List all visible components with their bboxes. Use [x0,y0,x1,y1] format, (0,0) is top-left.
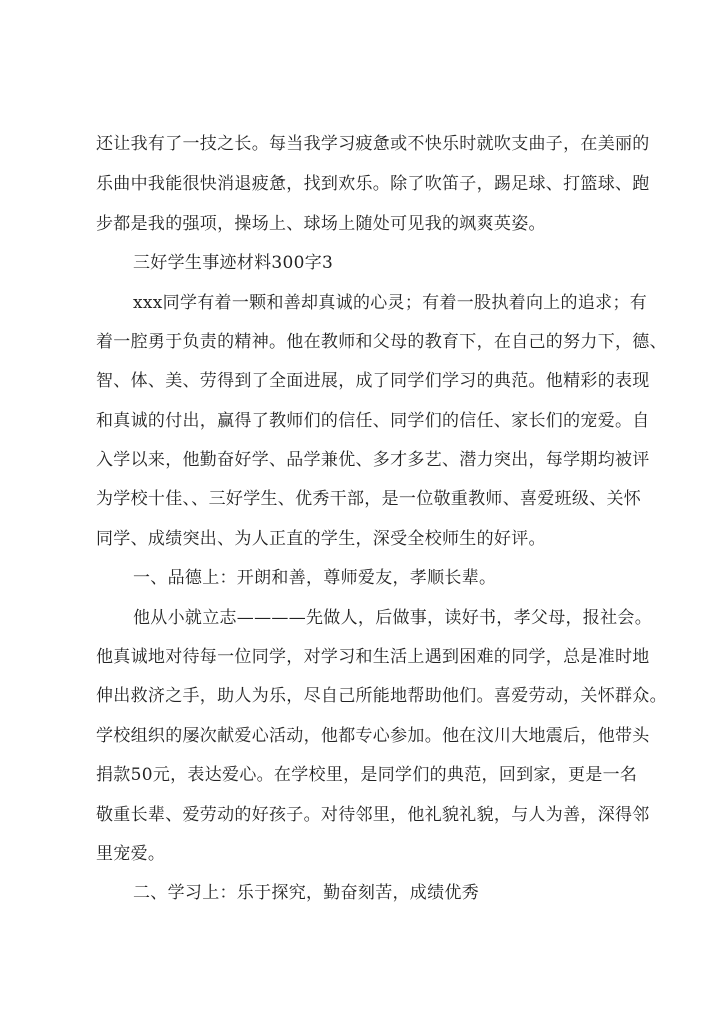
text-line: 步都是我的强项，操场上、球场上随处可见我的飒爽英姿。 [96,214,546,234]
text-line: 他真诚地对待每一位同学，对学习和生活上遇到困难的同学，总是准时地 [96,647,650,667]
text-line: 捐款50元，表达爱心。在学校里，是同学们的典范，回到家，更是一名 [96,765,638,785]
text-line: 入学以来，他勤奋好学、品学兼优、多才多艺、潜力突出，每学期均被评 [96,450,650,470]
text-line: 同学、成绩突出、为人正直的学生，深受全校师生的好评。 [96,529,546,549]
text-line: 智、体、美、劳得到了全面进展，成了同学们学习的典范。他精彩的表现 [96,371,650,391]
text-line: 为学校十佳、、三好学生、优秀干部，是一位敬重教师、喜爱班级、关怀 [96,489,642,509]
text-line: 还让我有了一技之长。每当我学习疲惫或不快乐时就吹支曲子，在美丽的 [96,134,650,154]
text-line: 着一腔勇于负责的精神。他在教师和父母的教育下，在自己的努力下，德、 [96,332,667,352]
text-line: 学校组织的屡次献爱心活动，他都专心参加。他在汶川大地震后，他带头 [96,726,650,746]
text-line: 乐曲中我能很快消退疲惫，找到欢乐。除了吹笛子，踢足球、打篮球、跑 [96,174,650,194]
text-line: xxx同学有着一颗和善却真诚的心灵；有着一股执着向上的追求；有 [133,293,648,313]
text-line: 和真诚的付出，赢得了教师们的信任、同学们的信任、家长们的宠爱。自 [96,411,650,431]
text-line: 他从小就立志————先做人，后做事，读好书，孝父母，报社会。 [133,608,652,628]
subheading: 二、学习上：乐于探究，勤奋刻苦，成绩优秀 [133,883,479,903]
text-line: 敬重长辈、爱劳动的好孩子。对待邻里，他礼貌礼貌，与人为善，深得邻 [96,805,650,825]
section-heading: 三好学生事迹材料300字3 [133,253,334,273]
text-line: 伸出救济之手，助人为乐，尽自己所能地帮助他们。喜爱劳动，关怀群众。 [96,686,667,706]
subheading: 一、品德上：开朗和善，尊师爱友，孝顺长辈。 [133,568,497,588]
text-line: 里宠爱。 [96,844,166,864]
